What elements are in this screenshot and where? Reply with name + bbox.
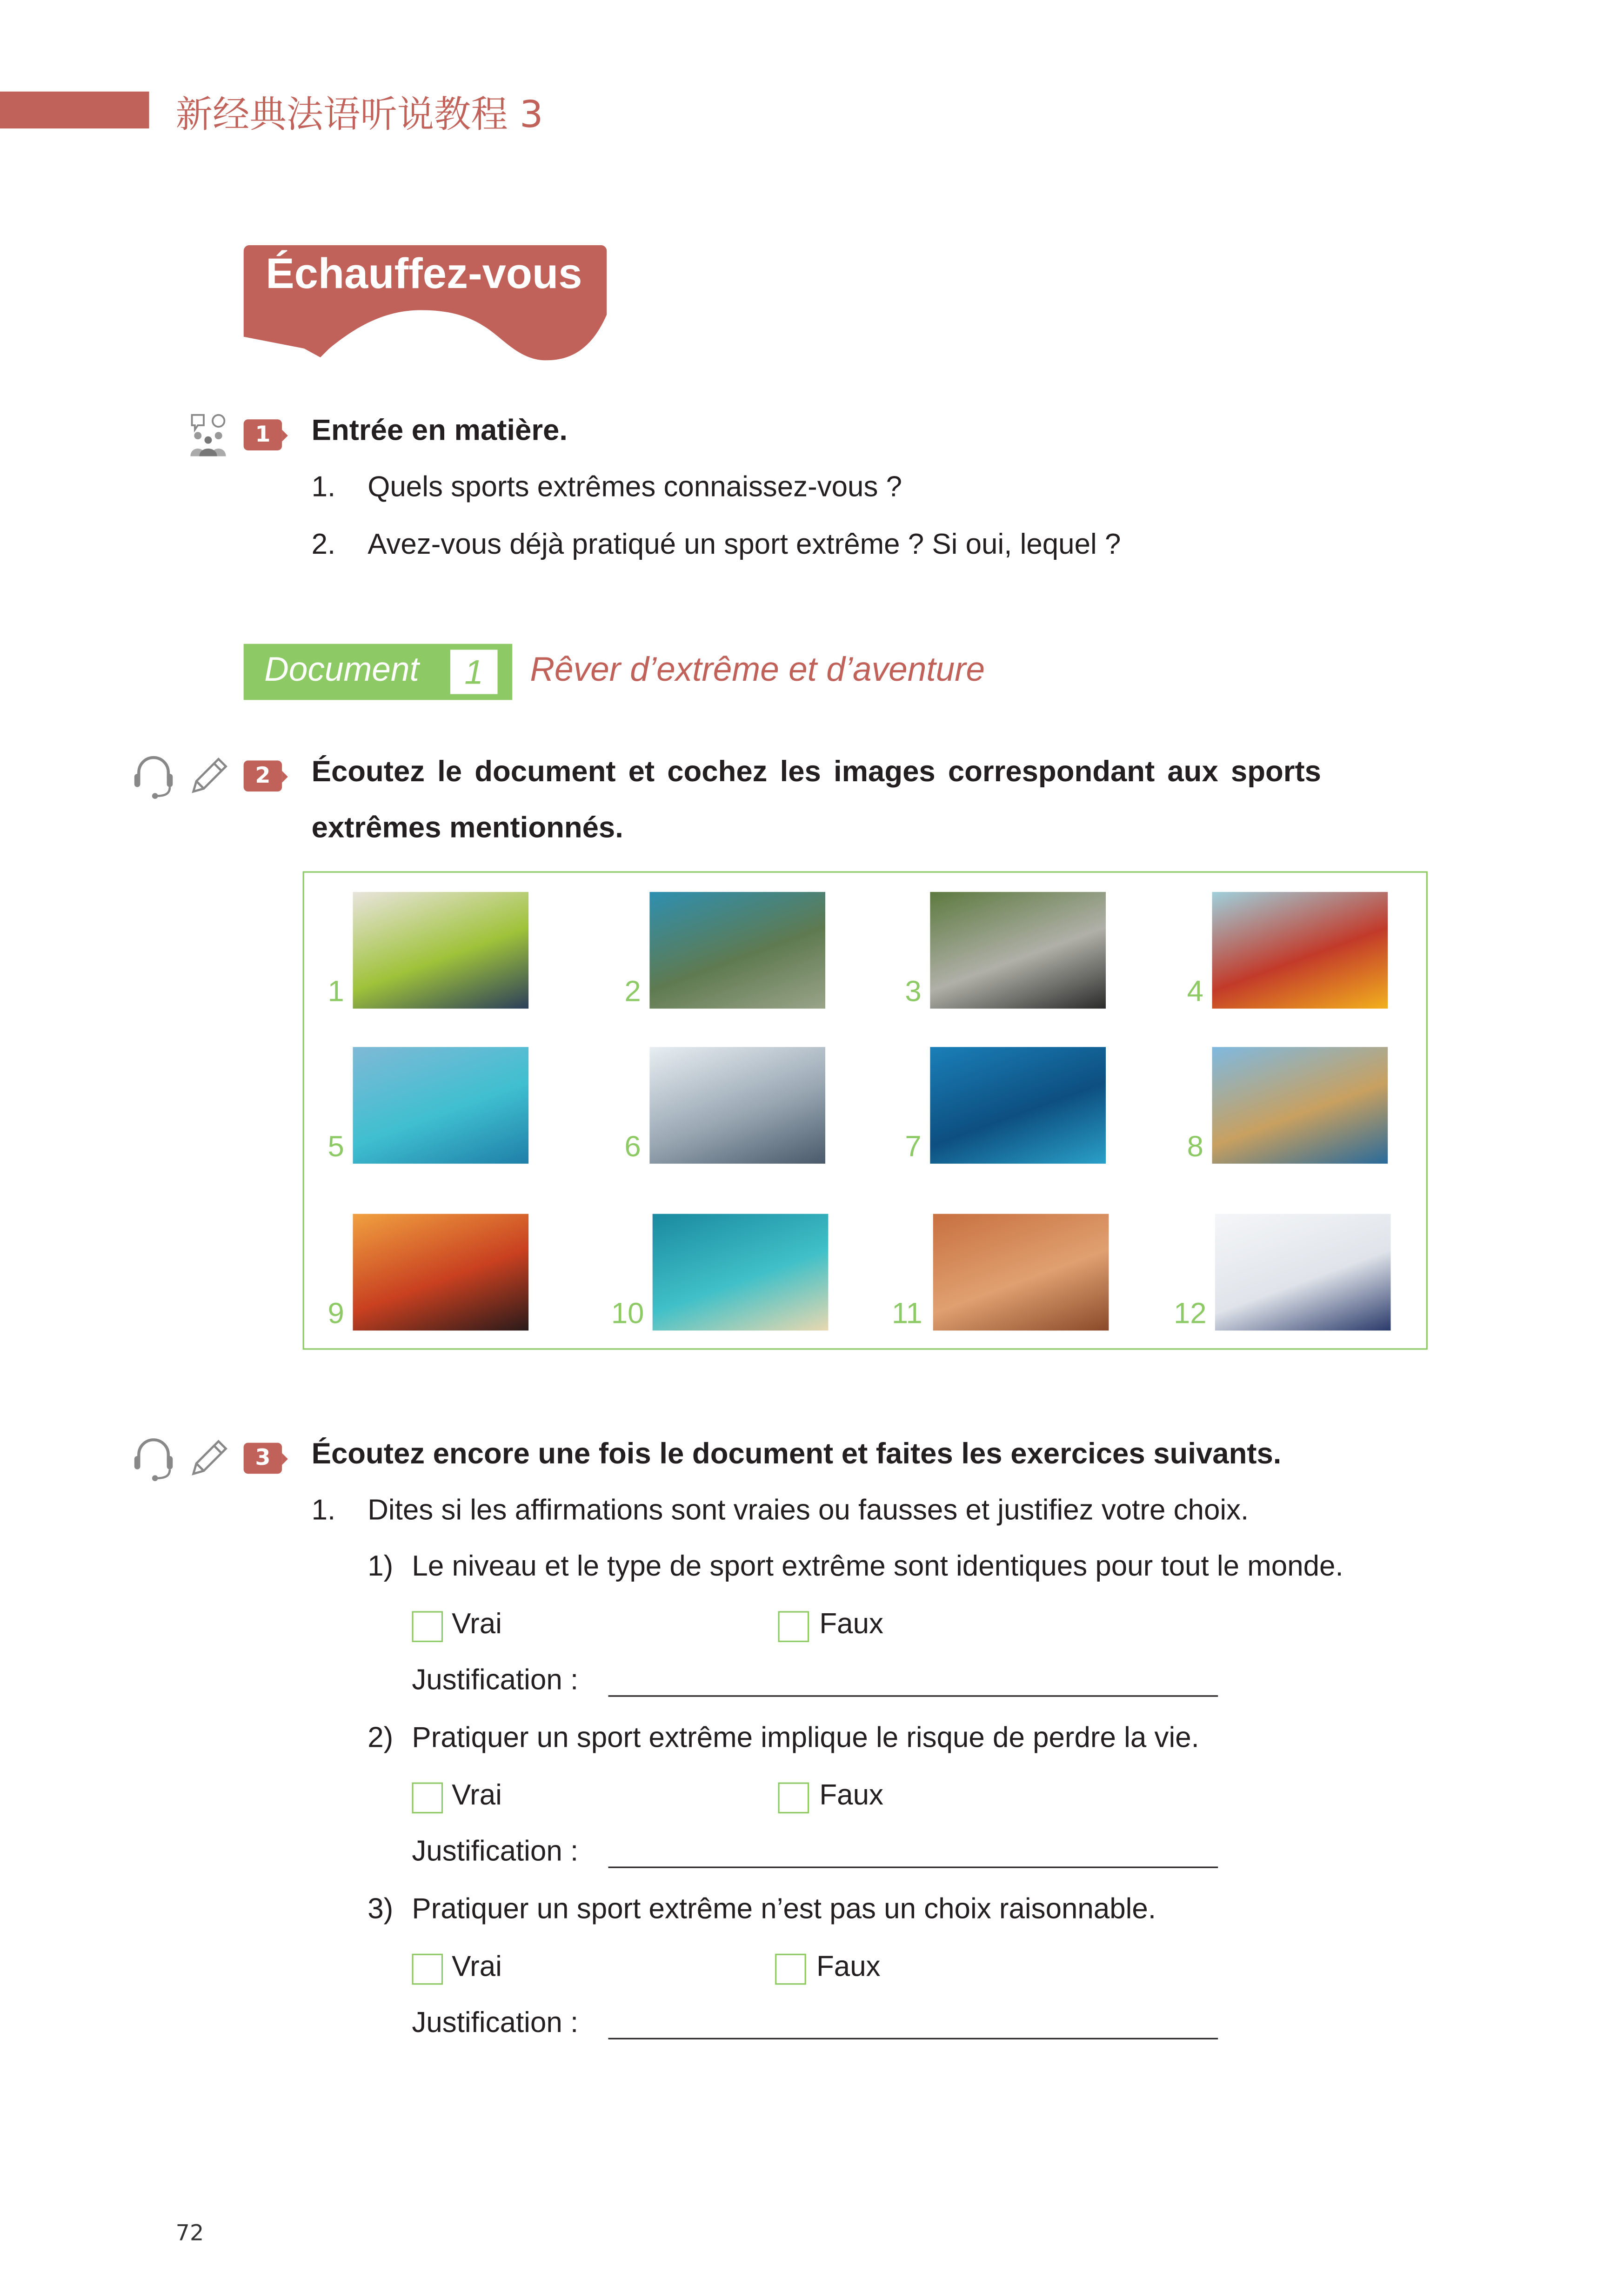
document-label: Document [264,650,419,688]
photo-number: 1 [327,976,344,1009]
sport-photo[interactable] [1212,1047,1388,1164]
header-bar [0,92,149,128]
faux-label: Faux [819,1608,883,1641]
sport-photo[interactable] [353,1214,528,1331]
statement-number: 3) [368,1893,394,1926]
justification-label: Justification : [412,2006,579,2039]
photo-number: 2 [624,976,641,1009]
vrai-checkbox[interactable] [412,1783,443,1814]
exercise-title-line2: extrêmes mentionnés. [311,812,623,845]
statement-text: Le niveau et le type de sport extrême sont identiques pour tout le monde. [412,1550,1343,1583]
sport-photo[interactable] [1215,1214,1391,1331]
statement-number: 2) [368,1722,394,1755]
justification-input-line[interactable] [608,1695,1218,1697]
item-number: 1. [311,1494,336,1527]
sport-photo[interactable] [930,1047,1106,1164]
item-number: 1. [311,471,336,504]
question-text: Quels sports extrêmes connaissez-vous ? [368,471,902,504]
section-banner-title: Échauffez-vous [266,251,582,299]
justification-input-line[interactable] [608,2038,1218,2039]
vrai-checkbox[interactable] [412,1611,443,1642]
justification-label: Justification : [412,1835,579,1868]
faux-checkbox[interactable] [775,1954,806,1985]
document-number: 1 [450,650,498,694]
photo-number: 12 [1174,1298,1207,1331]
sport-photo[interactable] [649,892,825,1009]
sport-photo[interactable] [353,1047,528,1164]
exercise-title: Écoutez encore une fois le document et faites les exercices suivants. [311,1438,1282,1471]
pencil-icon [189,1437,230,1478]
justification-label: Justification : [412,1664,579,1697]
group-discussion-icon [189,412,230,456]
exercise-number-badge: 1 [244,419,282,450]
pencil-icon [189,755,230,796]
headset-icon [131,1437,175,1481]
faux-label: Faux [819,1779,883,1812]
document-title: Rêver d’extrême et d’aventure [530,650,985,688]
statement-text: Pratiquer un sport extrême implique le risque de perdre la vie. [412,1722,1199,1755]
statement-number: 1) [368,1550,394,1583]
faux-label: Faux [816,1951,881,1984]
sport-photo[interactable] [933,1214,1109,1331]
photo-number: 9 [327,1298,344,1331]
sport-photo[interactable] [653,1214,829,1331]
photo-number: 6 [624,1131,641,1164]
sport-photo[interactable] [649,1047,825,1164]
photo-number: 8 [1187,1131,1203,1164]
vrai-label: Vrai [452,1779,502,1812]
sport-photo[interactable] [1212,892,1388,1009]
exercise-title-line1: Écoutez le document et cochez les images correspondant aux sports [311,756,1321,789]
exercise-number-badge: 2 [244,760,282,792]
instruction-text: Dites si les affirmations sont vraies ou fausses et justifiez votre choix. [368,1494,1249,1527]
page-number: 72 [175,2219,204,2247]
faux-checkbox[interactable] [778,1783,809,1814]
sport-photo[interactable] [930,892,1106,1009]
vrai-checkbox[interactable] [412,1954,443,1985]
photo-number: 11 [891,1298,922,1331]
vrai-label: Vrai [452,1951,502,1984]
faux-checkbox[interactable] [778,1611,809,1642]
photo-number: 3 [905,976,922,1009]
photo-number: 7 [905,1131,922,1164]
justification-input-line[interactable] [608,1866,1218,1868]
item-number: 2. [311,529,336,561]
exercise-number-badge: 3 [244,1443,282,1474]
statement-text: Pratiquer un sport extrême n’est pas un choix raisonnable. [412,1893,1156,1926]
photo-number: 5 [327,1131,344,1164]
headset-icon [131,755,175,799]
exercise-title: Entrée en matière. [311,415,568,448]
book-title: 新经典法语听说教程 3 [175,93,543,136]
sport-photo[interactable] [353,892,528,1009]
vrai-label: Vrai [452,1608,502,1641]
question-text: Avez-vous déjà pratiqué un sport extrême ? Si oui, lequel ? [368,529,1121,561]
photo-number: 10 [611,1298,644,1331]
photo-number: 4 [1187,976,1203,1009]
